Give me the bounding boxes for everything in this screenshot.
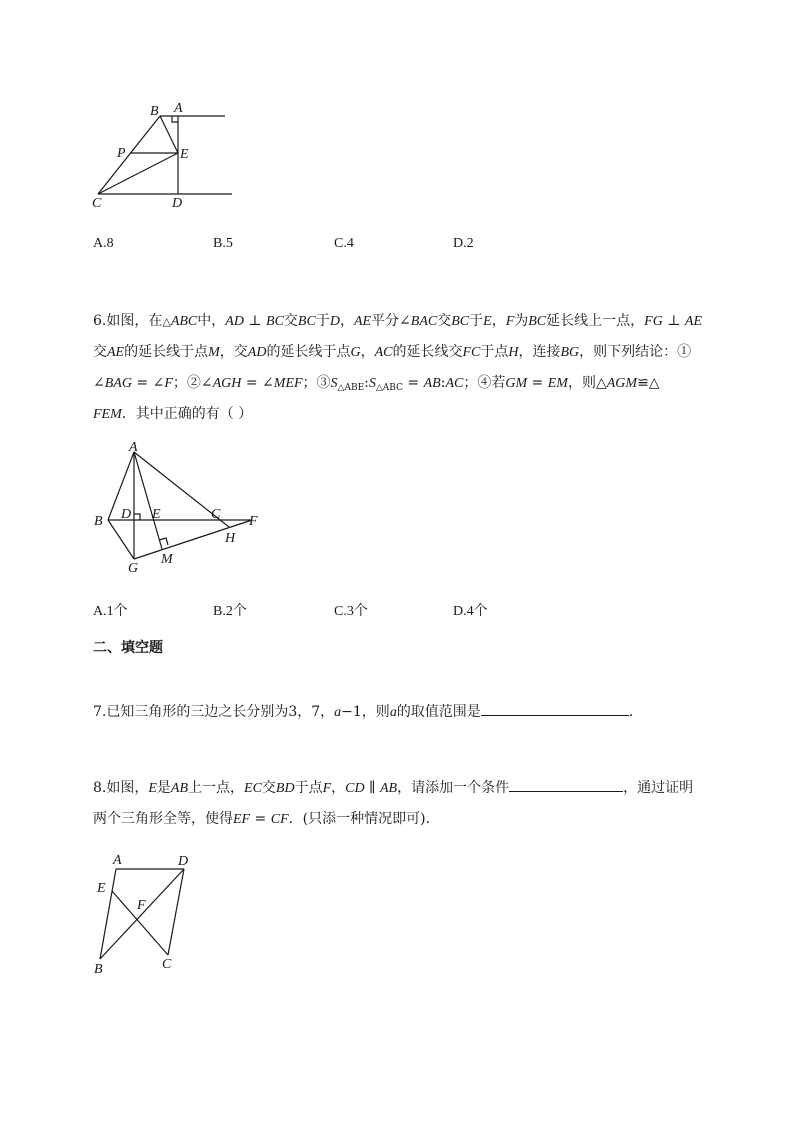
q6-text: G (350, 345, 361, 360)
segment-bc (98, 116, 160, 194)
q6-text: AGH (212, 376, 242, 391)
q6-line-2 (93, 337, 703, 368)
q7-text: ． (628, 704, 643, 720)
q6-text: 交 (283, 313, 298, 329)
q5-choice-d[interactable]: D.2 (453, 236, 474, 251)
q8-text: E (148, 781, 157, 796)
q6-text: 中， (197, 313, 226, 329)
q5-choice-a[interactable]: A.8 (93, 236, 114, 251)
q8-text: BD (275, 781, 295, 796)
q6-text: = (527, 375, 548, 391)
q8-text: CF (270, 812, 289, 827)
q6-text: 的延长线交 (392, 344, 463, 360)
figure-q8 (90, 848, 210, 978)
q6-text: 的延长线于点 (124, 344, 209, 360)
q6-text: ；④若 (463, 375, 506, 391)
label-e: E (152, 507, 161, 522)
label-d: D (121, 507, 132, 522)
q6-text: = (402, 375, 424, 391)
q8-text: 8.如图， (93, 780, 149, 796)
segment-ce (98, 153, 178, 194)
q6-text: 延长线上一点， (546, 313, 645, 329)
q8-text: 两个三角形全等，使得 (93, 811, 233, 827)
perp-symbol: ⊥ (662, 313, 685, 329)
label-b: B (150, 104, 159, 119)
figure-q5 (90, 100, 240, 210)
q6-text: 如图，在 (106, 313, 163, 329)
q6-text: BAG (104, 376, 132, 391)
label-c: C (211, 507, 221, 522)
label-d: D (178, 854, 189, 869)
q6-text: 的延长线于点 (266, 344, 351, 360)
q6-text: BG (560, 345, 580, 360)
q7-text: 的取值范围是 (396, 704, 481, 720)
q7-line (93, 697, 703, 728)
q6-text: AB (423, 376, 441, 391)
q6-text: AC (374, 345, 393, 360)
q6-text: BAC (410, 314, 438, 329)
q7-text: 7.已知三角形的三边之长分别为3，7， (93, 704, 335, 720)
q8-text: CD (345, 781, 365, 796)
perp-symbol: ⊥ (243, 313, 267, 329)
q6-text: 平分∠ (371, 313, 411, 329)
label-c: C (162, 957, 172, 972)
segment-am (134, 452, 162, 549)
q6-text: H (508, 345, 519, 360)
q6-text: 为 (514, 313, 529, 329)
q6-text: ，则△ (567, 375, 607, 391)
q6-text: BC (266, 314, 284, 329)
q8-text: ，通过证明 (623, 780, 694, 796)
q6-choice-a[interactable]: A.1个 (93, 604, 128, 619)
figure-q5-svg (90, 100, 240, 210)
q6-choice-c[interactable]: C.3个 (334, 604, 368, 619)
q6-text: ，则下列结论：① (579, 344, 692, 360)
q6-text: AD (247, 345, 267, 360)
q6-line-1 (93, 306, 703, 337)
q6-choice-d[interactable]: D.4个 (453, 604, 488, 619)
label-b: B (94, 962, 103, 977)
q6-text: : (440, 375, 446, 391)
q6-text: AE (353, 314, 372, 329)
section-title-fill-in: 二、填空题 (93, 640, 163, 656)
q8-text: 交 (261, 780, 276, 796)
q8-text: ， (331, 780, 346, 796)
q6-text: BC (451, 314, 470, 329)
triangle-symbol: △ (162, 315, 171, 328)
figure-q8-svg (90, 848, 210, 978)
q6-text: ， (491, 313, 506, 329)
q6-text: 于 (469, 313, 484, 329)
right-angle-mark-d (134, 514, 140, 520)
q6-text: 于点 (480, 344, 509, 360)
q6-text: = ∠ (241, 375, 274, 391)
q8-text: AB (170, 781, 189, 796)
q6-text: AE (107, 345, 125, 360)
q7-text: −1，则 (341, 704, 390, 720)
label-e: E (180, 147, 189, 162)
q6-text: 交 (93, 344, 107, 360)
q6-text: F (505, 314, 515, 329)
q6-text: = ∠ (131, 375, 165, 391)
q6-number: 6. (93, 313, 107, 329)
q8-text: = (250, 811, 271, 827)
q6-text: AGM (606, 376, 638, 391)
label-a: A (129, 440, 138, 455)
q6-text: ∠ (93, 375, 105, 391)
figure-q6-svg (90, 440, 270, 575)
q6-text: BC (297, 314, 316, 329)
q6-text: ， (339, 313, 354, 329)
q8-text: 是 (156, 780, 171, 796)
label-c: C (92, 196, 102, 211)
q5-choice-c[interactable]: C.4 (334, 236, 354, 251)
label-a: A (113, 853, 122, 868)
q7-text: a (389, 705, 397, 720)
label-e: E (97, 881, 106, 896)
label-d: D (172, 196, 183, 211)
q6-text: ABC (170, 314, 198, 329)
q8-line-2 (93, 804, 703, 835)
q6-text: F (164, 376, 173, 391)
q8-text: AB (379, 781, 398, 796)
q8-text: EF (233, 812, 251, 827)
q6-text: ，连接 (518, 344, 561, 360)
q6-text: 于 (315, 313, 330, 329)
q6-subscript: △ABC (375, 383, 403, 393)
label-a: A (174, 101, 183, 116)
q6-text: E (483, 314, 492, 329)
label-b: B (94, 514, 103, 529)
q6-text: ， (360, 344, 375, 360)
right-angle-mark (172, 116, 178, 122)
label-h: H (225, 531, 236, 546)
q7-text: a (334, 705, 342, 720)
segment-bg (108, 520, 134, 559)
q6-text: : (364, 375, 369, 391)
q6-text: S (368, 376, 376, 391)
q6-line-4 (93, 399, 703, 430)
q6-text: ，交 (219, 344, 248, 360)
label-m: M (161, 552, 173, 567)
label-p: P (117, 146, 126, 161)
q6-text: FC (462, 345, 481, 360)
q7-answer-blank[interactable] (481, 701, 629, 716)
segment-dc (168, 869, 184, 955)
q8-text: F (322, 781, 332, 796)
q6-text: D (329, 314, 340, 329)
q8-text: 于点 (294, 780, 323, 796)
q8-text: EC (244, 781, 262, 796)
figure-q6 (90, 440, 270, 575)
q6-subscript: △ABE (337, 383, 365, 393)
q8-text: ．(只添一种情况即可)． (288, 811, 440, 827)
q6-text: AE (684, 314, 702, 329)
q8-text: 上一点， (188, 780, 245, 796)
q6-text: GM (505, 376, 528, 391)
label-f: F (137, 898, 146, 913)
segment-db (100, 869, 184, 959)
q6-text: AD (225, 314, 244, 329)
q6-text: FG (644, 314, 663, 329)
q6-text: 交 (437, 313, 452, 329)
q6-text: EM (547, 376, 568, 391)
q8-text: ，请添加一个条件 (397, 780, 510, 796)
q6-text: ；③ (302, 375, 331, 391)
q6-text: ．其中正确的有（ ） (121, 406, 253, 422)
q8-answer-blank[interactable] (509, 777, 623, 792)
q6-text: BC (528, 314, 547, 329)
q6-choice-b[interactable]: B.2个 (213, 604, 247, 619)
q8-line-1 (93, 773, 703, 804)
label-g: G (128, 561, 139, 576)
q6-text: FEM (93, 407, 122, 422)
parallel-symbol: ∥ (364, 780, 380, 796)
q6-text: S (330, 376, 338, 391)
q6-text: AC (445, 376, 464, 391)
q6-text: MEF (273, 376, 303, 391)
q6-text: M (208, 345, 220, 360)
q6-text: ；②∠ (172, 375, 213, 391)
q5-choice-b[interactable]: B.5 (213, 236, 233, 251)
q6-text: ≌△ (637, 375, 660, 391)
label-f: F (249, 514, 258, 529)
